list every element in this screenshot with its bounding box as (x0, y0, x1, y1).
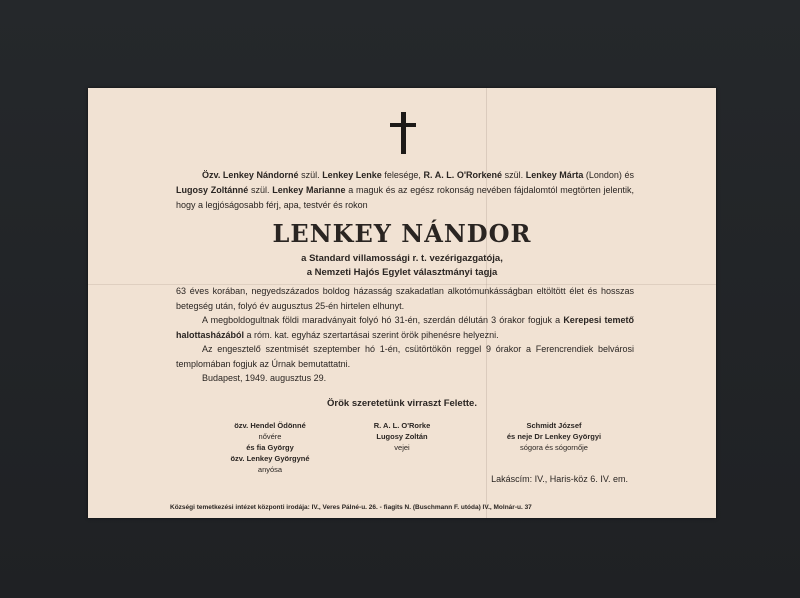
intro-text: felesége, (381, 170, 424, 180)
intro-text: szül. (248, 185, 273, 195)
deceased-titles (88, 252, 716, 280)
title-line: a Standard villamossági r. t. vezérigazgatója, (301, 253, 503, 264)
signatory-relation: sógora és sógornője (520, 443, 588, 452)
signatory-name: Lugosy Zoltán (376, 432, 428, 441)
signatory-right (464, 420, 644, 453)
cross-icon (390, 112, 416, 154)
mourner-name: Lenkey Márta (525, 170, 584, 180)
signatory-name: és neje Dr Lenkey Györgyi (506, 432, 602, 441)
mourner-name: Lenkey Lenke (322, 170, 382, 180)
funeral-text: A megboldogultnak földi maradványait folyó hó 31-én, szerdán délután 3 órakor fogjuk a (202, 315, 564, 325)
signatory-relation: anyósa (257, 465, 283, 474)
mourner-name: R. A. L. O'Rorkené (423, 170, 503, 180)
cemetery-name: Kerepesi temető halottasházából (176, 315, 634, 340)
funeral-paragraph (176, 313, 634, 342)
obituary-notice (88, 88, 716, 518)
intro-text: a maguk és az egész rokonság nevében fájdalomtól megtörten jelentik, hogy a legjóságosabb férj, apa, testvér és rokon (176, 185, 634, 210)
death-paragraph: 63 éves korában, negyedszázados boldog házasság szakadatlan alkotómunkásságban eltöltött élet és hosszas betegség után, folyó év augusztus 25-én hirtelen elhunyt. (176, 286, 634, 311)
mourner-name: Özv. Lenkey Nándorné (202, 170, 299, 180)
funeral-home-footer: Községi temetkezési intézet központi irodája: IV., Veres Pálné-u. 26. - fiagits N. (Buschmann F. utóda) IV., Molnár-u. 37 (170, 504, 532, 511)
signatory-name: Schmidt József (526, 421, 582, 430)
mass-paragraph: Az engesztelő szentmisét szeptember hó 1-én, csütörtökön reggel 9 órakor a Ferencrendiek belvárosi templomában fogjuk az Úrnak bemutattatni. (176, 344, 634, 369)
deceased-name: LENKEY NÁNDOR (272, 219, 532, 248)
signatory-name: és fia György (246, 443, 294, 452)
signatory-name: özv. Hendel Ödönné (234, 421, 306, 430)
intro-text: (London) és (583, 170, 635, 180)
funeral-text: a róm. kat. egyház szertartásai szerint örök pihenésre helyezni. (244, 329, 499, 340)
date-line: Budapest, 1949. augusztus 29. (202, 373, 327, 383)
intro-paragraph (176, 168, 634, 213)
motto: Örök szeretetünk virraszt Felette. (327, 398, 477, 409)
intro-text: szül. (298, 170, 323, 180)
signatory-relation: vejei (394, 443, 410, 452)
signatory-name: R. A. L. O'Rorke (373, 421, 431, 430)
signatory-name: özv. Lenkey Györgyné (230, 454, 310, 463)
mourner-name: Lugosy Zoltánné (176, 185, 249, 195)
intro-text: szül. (502, 170, 526, 180)
body-text (176, 284, 634, 386)
title-line: a Nemzeti Hajós Egylet választmányi tagja (306, 267, 498, 278)
signatory-relation: nővére (258, 432, 282, 441)
home-address: Lakáscím: IV., Haris-köz 6. IV. em. (491, 474, 628, 484)
mourner-name: Lenkey Marianne (272, 185, 346, 195)
